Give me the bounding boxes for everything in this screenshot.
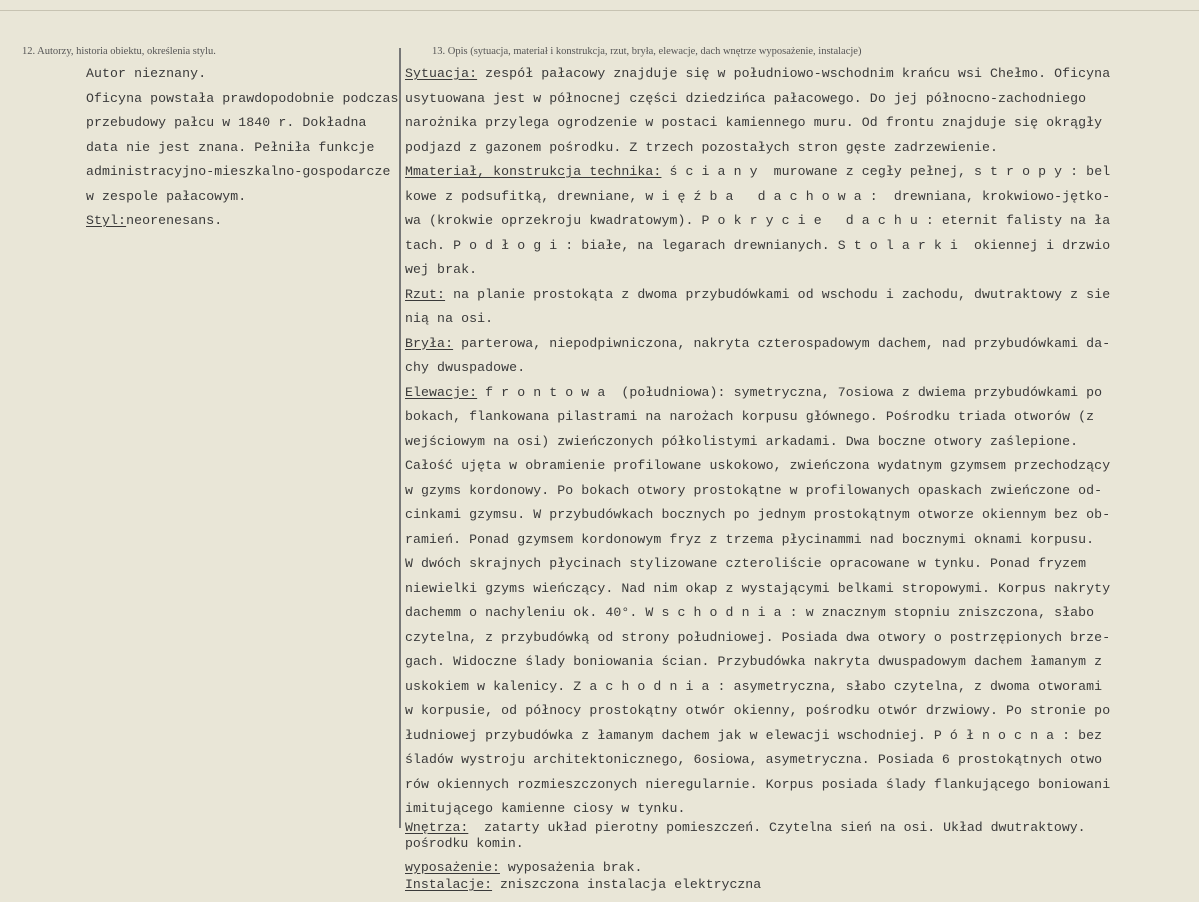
text-line [86, 160, 406, 185]
line-text: wejściowym na osi) zwieńczonych półkolistymi arkadami. Dwa boczne otwory zaślepione. [405, 433, 1079, 449]
line-text: Oficyna powstała prawdopodobnie podczas [86, 90, 399, 106]
line-text: dachemm o nachyleniu ok. 40°. W s c h o d n i a : w znacznym stopniu zniszczona, słabo [405, 605, 1095, 620]
text-line [405, 234, 1195, 259]
text-line [405, 307, 1195, 332]
line-text: w gzyms kordonowy. Po bokach otwory prostokątne w profilowanych opaskach zwieńczone od- [405, 482, 1103, 498]
text-line [405, 797, 1195, 822]
line-text: przebudowy pałcu w 1840 r. Dokładna [86, 115, 367, 130]
line-text: ramień. Ponad gzymsem kordonowym fryz z trzema płycinammi nad bocznymi oknami korpusu. [405, 531, 1095, 547]
line-text: administracyjno-mieszkalno-gospodarcze [86, 164, 391, 179]
text-line [405, 748, 1195, 773]
text-line [86, 185, 406, 210]
text-line [405, 332, 1195, 357]
line-text: data nie jest znana. Pełniła funkcje [86, 139, 375, 155]
text-line [405, 528, 1195, 553]
line-text: łudniowej przybudówka z łamanym dachem jak w elewacji wschodniej. P ó ł n o c n a : bez [405, 727, 1103, 743]
top-rule [0, 10, 1199, 11]
line-text: podjazd z gazonem pośrodku. Z trzech pozostałych stron gęste zadrzewienie. [405, 139, 999, 155]
text-line [405, 136, 1195, 161]
text-line [405, 650, 1195, 675]
section-label: Rzut: [405, 286, 446, 302]
line-text: śladów wystroju architektonicznego, 6osiowa, asymetryczna. Posiada 6 prostokątnych otwo [405, 752, 1103, 767]
wnetrza-line-2 [405, 836, 1195, 851]
line-text: kowe z podsufitką, drewniane, w i ę ź b a d a c h o w a : drewniana, krokwiowo-jętko- [405, 188, 1111, 204]
text-line [86, 209, 406, 234]
text-line [405, 454, 1195, 479]
line-text: bokach, flankowana pilastrami na narożach korpusu głównego. Pośrodku triada otworów (z [405, 409, 1095, 424]
wnetrza-text: zatarty układ pierotny pomieszczeń. Czytelna sień na osi. Układ dwutraktowy. [468, 820, 1086, 835]
line-text: chy dwuspadowe. [405, 360, 526, 375]
line-text: rów okiennych rozmieszczonych nieregularnie. Korpus posiada ślady flankującego boniowani [405, 776, 1111, 792]
right-column [405, 62, 1195, 822]
line-text: tach. P o d ł o g i : białe, na legarach drewnianych. S t o l a r k i okiennej i drzwio [405, 237, 1111, 253]
line-text: zespół pałacowy znajduje się w południowo-wschodnim krańcu wsi Chełmo. Oficyna [477, 66, 1111, 81]
line-text: W dwóch skrajnych płycinach stylizowane czteroliście opracowane w tynku. Ponad fryzem [405, 556, 1087, 571]
line-text: wej brak. [405, 262, 478, 277]
wnetrza-text-2: pośrodku komin. [405, 836, 524, 851]
instalacje-line [405, 877, 1195, 892]
instalacje-text: zniszczona instalacja elektryczna [492, 877, 762, 892]
wnetrza-label: Wnętrza: [405, 820, 469, 835]
line-text: wa (krokwie oprzekroju kwadratowym). P o k r y c i e d a c h u : eternit falisty na ła [405, 213, 1111, 228]
text-line [405, 87, 1195, 112]
text-line [405, 773, 1195, 798]
text-line [405, 552, 1195, 577]
line-text: w zespole pałacowym. [86, 188, 247, 204]
line-text: f r o n t o w a (południowa): symetryczna, 7osiowa z dwiema przybudówkami po [477, 384, 1103, 400]
text-line [405, 699, 1195, 724]
instalacje-label: Instalacje: [405, 877, 493, 892]
text-line [405, 209, 1195, 234]
line-text: nią na osi. [405, 311, 494, 326]
line-text: Całość ujęta w obramienie profilowane uskokowo, zwieńczona wydatnym gzymsem przechodzący [405, 458, 1111, 473]
text-line [405, 601, 1195, 626]
section-label: Sytuacja: [405, 66, 478, 81]
wyposazenie-line [405, 860, 1195, 875]
text-line [405, 479, 1195, 504]
section-label: Mmateriał, konstrukcja technika: [405, 164, 662, 179]
text-line [405, 283, 1195, 308]
section-label: Bryła: [405, 335, 454, 351]
line-text: cinkami gzymsu. W przybudówkach bocznych po jednym prostokątnym otworze okiennym bez ob- [405, 507, 1111, 522]
text-line [405, 381, 1195, 406]
text-line [405, 160, 1195, 185]
wnetrza-line [405, 820, 1195, 835]
wyposazenie-text: wyposażenia brak. [499, 860, 643, 875]
left-column [86, 62, 406, 234]
text-line [405, 503, 1195, 528]
line-text: na planie prostokąta z dwoma przybudówkami od wschodu i zachodu, dwutraktowy z sie [445, 286, 1111, 302]
text-line [86, 111, 406, 136]
line-text: w korpusie, od północy prostokątny otwór okienny, pośrodku otwór drzwiowy. Po stronie po [405, 703, 1111, 718]
text-line [405, 356, 1195, 381]
text-line [405, 111, 1195, 136]
text-line [405, 62, 1195, 87]
text-line [405, 430, 1195, 455]
text-line [86, 62, 406, 87]
text-line [86, 87, 406, 112]
line-text: narożnika przylega ogrodzenie w postaci kamiennego muru. Od frontu znajduje się okrągły [405, 115, 1103, 130]
section-label: Elewacje: [405, 384, 478, 400]
line-text: czytelna, z przybudówką od strony południowej. Posiada dwa otwory o postrzępionych brze- [405, 629, 1111, 645]
line-text: neorenesans. [126, 213, 223, 228]
line-text: uskokiem w kalenicy. Z a c h o d n i a : asymetryczna, słabo czytelna, z dwoma otworami [405, 678, 1103, 694]
text-line [405, 626, 1195, 651]
line-text: parterowa, niepodpiwniczona, nakryta czterospadowym dachem, nad przybudówkami da- [453, 335, 1111, 351]
text-line [405, 675, 1195, 700]
line-text: usytuowana jest w północnej części dziedzińca pałacowego. Do jej północno-zachodniego [405, 90, 1087, 106]
line-text: imitującego kamienne ciosy w tynku. [405, 801, 686, 816]
header-left: 12. Autorzy, historia obiektu, określenia stylu. [22, 46, 216, 57]
line-text: niewielki gzyms wieńczący. Nad nim okap z wystającymi belkami stropowymi. Korpus nakryty [405, 580, 1111, 596]
header-right: 13. Opis (sytuacja, materiał i konstrukcja, rzut, bryła, elewacje, dach wnętrze wyposażenie, instalacje) [432, 46, 862, 57]
line-text: gach. Widoczne ślady boniowania ścian. Przybudówka nakryta dwuspadowym dachem łamanym z [405, 654, 1103, 669]
section-label: Styl: [86, 213, 127, 228]
text-line [405, 258, 1195, 283]
line-text: Autor nieznany. [86, 66, 207, 81]
text-line [405, 724, 1195, 749]
text-line [405, 405, 1195, 430]
text-line [86, 136, 406, 161]
text-line [405, 185, 1195, 210]
text-line [405, 577, 1195, 602]
line-text: ś c i a n y murowane z cegły pełnej, s t r o p y : bel [661, 164, 1111, 179]
wyposazenie-label: wyposażenie: [405, 860, 500, 875]
